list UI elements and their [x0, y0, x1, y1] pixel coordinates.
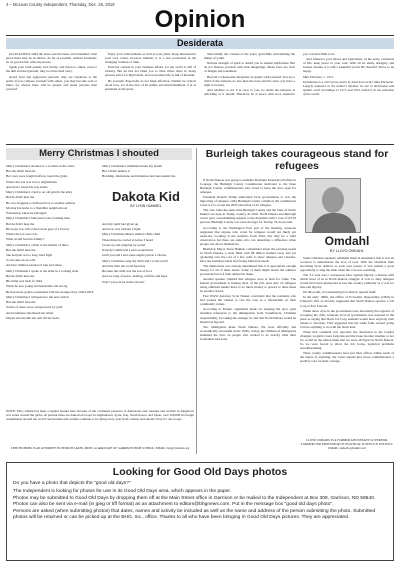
poem-line: Merry Christmas Mister smiled a little child: [102, 232, 161, 237]
paragraph: Speak your truth quietly and clearly; and listen to others, even to the dull and the ignorant; they too have their story.: [6, 65, 97, 74]
poem-line: But she didn't hear me: [6, 169, 36, 174]
paragraph: The vote came the same time Burleigh County and the State of North Dakota are deep in Trump country. In 2016, North Dakota and Burleigh voters gave overwhelming support to the President with a vote of 63-33 percent. Burleigh County was even stronger for Trump, 70-22 percent.: [200, 208, 296, 225]
merry-christmas-col2-lower: [102, 222, 194, 285]
portrait-head: [322, 187, 344, 213]
poem-line: Merry Christmas I spoke to the elder in a rocking chair: [6, 268, 79, 273]
paragraph: Do you have a photo that depicts the "good old days?": [13, 481, 131, 486]
paragraph: Persons are asked (when submitting photos) that dates, names and activity be included as well as the name and address of the person submitting the photo. Submitted photos will be returned or can be picked up at the BHG, Inc., office. Thanks to all who have been bringing in Good Old Days pictures. They are appreciated.: [13, 509, 376, 520]
author-credit: LYNN HUMMEL IS AN ATTORNEY IN DETROIT LAKES, MINN. A GRADUATE OF GARRISON HIGH SCHOOL. EMAIL: lsm@lynnhum.org: [10, 446, 190, 450]
poem-line: But he didn't hear me: [6, 273, 35, 278]
merry-christmas-col2-top: [102, 164, 194, 180]
paragraph: The implication was already determined that it is appropriate enough money for all of these needs. Some of them might lessen the additive provisions but is it their darkest in make.: [200, 263, 296, 277]
paragraph: If North Dakota was going to enshrine President Kennedy's Profiles in Courage, the Burleigh County Commission dedicated to the three Burleigh County commissioners who voted to keep the door open for refugees.: [200, 178, 296, 195]
paragraph: Exercise caution in your business affairs, for the world is full of trickery. But let this not blind you to what virtue there is; many persons strive for high ideals, and everywhere life is full of heroism.: [105, 65, 196, 78]
poem-line: Hardship, misfortune and bitterness had surrounded me: [102, 174, 176, 179]
paragraph: NOTE: This column has been a regular feature here because of the continued presence of Americans and veterans and women in dangerous war zones around the globe. At present there are American troops in Afghanistan, Syria, Iraq, South Korea, and Japan, over 100,000 in foreign assignments around the world. Servicemen and women continue to be dying every year from combat and suicide. Pray for our troops.: [6, 409, 194, 422]
section-rule: [6, 144, 394, 145]
poem-line: When he was young and handsome and strong: [6, 284, 68, 289]
paragraph: According to Fenner, arguments made for keeping the door open included references to the immigration from Scandinavia, Christian responsibility for taking the stranger in, and that North Dakota would be labeled as bigoted.: [200, 307, 296, 324]
poem-line: She had just won a long, hard fight: [6, 252, 53, 257]
poem-line: Words of cheer were overpowered by grief: [6, 305, 63, 310]
poem-line: Until you and I and some angels join in a chorus.: [102, 253, 167, 258]
burleigh-heading: Burleigh takes courageous stand for refugees: [205, 148, 389, 172]
poem-line: Merry Christmas I called to the mother of three: [6, 242, 69, 247]
paragraph: Enjoy your achievements as well as your plans. Keep interested in your own career, however humble; it is a real possession in the changing fortunes of time.: [105, 52, 196, 65]
paragraph: And whatever your labors and aspirations, in the noisy confusion of life, keep peace in your soul. With all its sham, drudgery and broken dreams, it is still a beautiful world. Be cheerful. Strive to be happy.: [303, 57, 394, 74]
paragraph: In the early 1960s, the Office of Economic Opportunity (OEO) in Johnson's War on Poverty suggested that North Dakota sponsor a Job Corp at Fort Lincoln.: [300, 295, 394, 308]
merry-christmas-col1: [6, 164, 98, 321]
desiderata-note: Desiderata is a 1927 prose poem by American writer Max Ehrmann. Largely unknown in the author's lifetime, its use in devotional and spoken word recordings in 1971 and 1972 called it to the attention of the world.: [303, 79, 394, 96]
byline: BY LYNN HUMMEL: [130, 204, 162, 208]
poem-line: And we sang of peace, healing, comfort and hope: [102, 274, 168, 279]
column-name: Dakota Kid: [112, 189, 180, 204]
poem-line: Three times he carded it before I heard: [102, 237, 154, 242]
omdahl-photo: [305, 178, 361, 233]
paragraph: Avoid loud and aggressive persons; they are vexations to the spirit. If you compare yourself with others, you may become vain or bitter, for always there will be greater and lesser persons than yourself.: [6, 74, 97, 91]
page-title: Opinion: [154, 6, 246, 33]
desiderata-banner: Desiderata: [6, 38, 394, 49]
poem-line: Merry Christmas I shouted to a woman on the street: [6, 164, 75, 168]
paragraph: According to the Washington Post part of the meeting, someone suggested that anyone who voted for refugees would not likely get reelected. Looking at the statistics from 2016, this may be a valid observation but there are some who can determine a difference when people rise above themselves.: [200, 225, 296, 246]
column-name: Omdahl: [324, 234, 370, 248]
poem-line: Merry Christmas sang the child and I to the world: [102, 258, 168, 263]
paragraph: President Donald Trump authorized local governments to veto the importing of refugees. Only Burleigh County complied, the commission voted 3-2 to accept the 2020 allocation of 25 refugees.: [200, 195, 296, 208]
byline: BY LLOYD OMDAHL: [330, 249, 364, 253]
desiderata-credit: Max Ehrmann, c. 1927: [303, 74, 334, 79]
poem-line: Where his job once was: [6, 232, 38, 237]
paragraph: Take kindly the counsel of the years, gracefully surrendering the things of youth.: [204, 52, 295, 61]
merry-christmas-note: [6, 409, 194, 422]
paragraph: Be yourself. Especially do not feign affection. Neither be cynical about love, for in the face of all aridity and disenchantment, it is as perennial as the grass.: [105, 78, 196, 91]
poem-line: And my spirit had given up: [102, 222, 139, 226]
poem-line: He was dragging a cardboard box to another address: [6, 200, 76, 205]
poem-line: Moving his home to a friendlier neighborhood: [6, 205, 68, 210]
header-topline: 4 – McLean County Independent, Thursday, Dec. 26, 2019: [6, 2, 115, 7]
poem-line: And loneliness smothered her smile: [6, 310, 54, 315]
paragraph: Beyond a wholesome discipline, be gentle with yourself. You are a child of the universe no less than the trees and the stars; you have a right to be here.: [204, 74, 295, 87]
poem-line: But she didn't hear me: [6, 247, 36, 252]
author-credit: LLOYD OMDAHL IS A FORMER LIEUTENANT GOVERNOR. FORMER UND PROFESSOR OF POLITICAL SCIENCE & POLITICS. EMAIL: ndnative@midco.net: [300, 438, 394, 450]
poem-line: He had never gotten acquainted with the stranger they called 2019.: [6, 289, 95, 294]
paragraph: Three county commissioners have put their offices within reach of the bigots. If anything, the voters should give those commissioners a positive vote for their courage.: [300, 351, 394, 364]
dakota-kid-logo: [100, 189, 192, 221]
burleigh-col2: [300, 256, 394, 436]
paragraph: Photos may be submitted to Good Old Days by dropping them off at the Main Street office in Garrison or be mailed to the Independent at Box 309, Garrison, ND 58540. Photos can also be sent via e-mail (in jpeg or tiff format) as an attachment to editors@bhgnews.com. Put in the message box "good old days photo".: [13, 496, 376, 507]
paragraph: Some Christian speakers reminded them in attendance that it was an occasion to demonstrate the love of God. With the Christian faith becoming more shallow as each year passes, it was indeed a good opportunity to sing the slide when the vote was watching.: [300, 256, 394, 273]
paragraph: Another speaker claimed that refugees were at fault for crime. The federal government is fueling most of the bill. And only 25 refugees being admitted means there is no much money to spread so there must be another reason.: [200, 277, 296, 294]
poem-line: Won't you join us in the chorus?: [102, 279, 145, 284]
portrait-shoulders: [312, 213, 356, 233]
poem-line: Where her son was lost to Afghanistan: [6, 179, 57, 184]
merry-christmas-heading: Merry Christmas I shouted: [6, 148, 192, 160]
poem-line: His hope was still at the lowest gate of a factory: [6, 226, 70, 231]
poem-line: Merry Christmas I whispered to the new widow: [6, 294, 70, 299]
paragraph: And whether or not it is clear to you, no doubt the universe is unfolding as it should. Therefore be at peace with God, whatever you conceive Him to be.: [204, 52, 336, 96]
poem-line: His mind was back in 1944: [6, 279, 42, 284]
poem-line: Merry Christmas I bellowed to the working man: [6, 216, 70, 221]
poem-line: And never found his way home.: [6, 184, 49, 189]
poem-line: Her wars were fought halfway round the globe: [6, 174, 68, 179]
poem-line: Merry Christmas I cried to an old gent in the alley: [6, 190, 73, 195]
poem-line: Because the child was the son of God: [102, 269, 152, 274]
good-old-days-box: [6, 462, 394, 561]
burleigh-col1: [200, 178, 296, 458]
title-rule: [6, 35, 394, 36]
paragraph: While those of us in the government were discussing the logistics of accepting the offer, someone in local government was reported in the press as saying that black Job Corp students would have anybody with whom to associate. That suggested that the white folks weren't going to have anything to do with the black kids.: [300, 308, 394, 329]
column-divider: [196, 148, 197, 454]
paragraph: On this point, it is interesting how history repeats itself.: [303, 290, 377, 295]
paragraph: Past WGW Attorney Scott Fenner concluded that the residents who had packed the cabinet to cast the vote as a referendum on their community values.: [200, 294, 296, 307]
poem-line: But I didn't believe it: [102, 169, 130, 174]
good-old-days-title: Looking for Good Old Days photos: [112, 466, 288, 478]
poem-line: But she didn't hear me: [6, 300, 36, 305]
paragraph: The Independent is looking for photos for use in its Good Old Days area, which appears in the paper.: [13, 488, 232, 494]
poem-line: Merry Christmas I mumbled under my breath: [102, 164, 163, 168]
paragraph: Yes, immigrants made North Dakota. We were officially and economically successful in the 1950s. Today, the children of immigrants slammed the door on people who wanted to do exactly what their forefathers had done.: [200, 324, 296, 341]
poem-line: Closer up and gripping by sound: [102, 242, 146, 247]
paragraph: Nurture strength of spirit to shield you in sudden misfortune. But do not distress yourself with dark imaginings. Many fears are born of fatigue and loneliness.: [204, 61, 295, 74]
poem-line: And her children needed of rain and ashes.: [6, 263, 63, 268]
poem-line: And this time the world heard us: [102, 263, 146, 268]
good-old-days-body: [13, 481, 387, 523]
paragraph: When that comment was reported, the discussion in the Capitol changed. Logistics were forgotten and the issue became whether or not we would be the nation think that we were all bigots in North Dakota. So we were forced to allow the Job Corps, logistical problems notwithstanding.: [300, 329, 394, 350]
paragraph: The 3-2 vote was a courageous blow against bigotry, a disease with which most of us in North Dakota struggle. A vote to deny refugees would have been interpreted across the country primarily as a vote for hate and bigotry.: [300, 273, 394, 290]
desiderata-text: [6, 52, 394, 140]
poem-line: Maybe next month she will lift her head.: [6, 315, 60, 320]
poem-line: Nobody's smile had I seen around here: [102, 248, 154, 253]
paragraph: Bismarck Mayor Steve Bakken complained about the pressing needs in North Dakota, a state flush with $8 billion stashed away and yet agonizing over the cost of a few cents to show refugees and veterans, ferry the homeless lands and facing American needs.: [200, 246, 296, 263]
paragraph: GO PLACIDLY amid the noise and the haste, and remember what peace there may be in silence. As far as possible, without surrender, be on good terms with all persons.: [6, 52, 97, 65]
poem-line: Wondering where he belonged.: [6, 211, 48, 216]
poem-line: What would feed his family?: [6, 237, 45, 242]
poem-line: And now was without a fight.: [102, 227, 142, 232]
poem-line: To become an ex-wife: [6, 258, 36, 263]
poem-line: But he didn't hear me: [6, 195, 35, 200]
poem-line: But he didn't hear me: [6, 221, 35, 226]
